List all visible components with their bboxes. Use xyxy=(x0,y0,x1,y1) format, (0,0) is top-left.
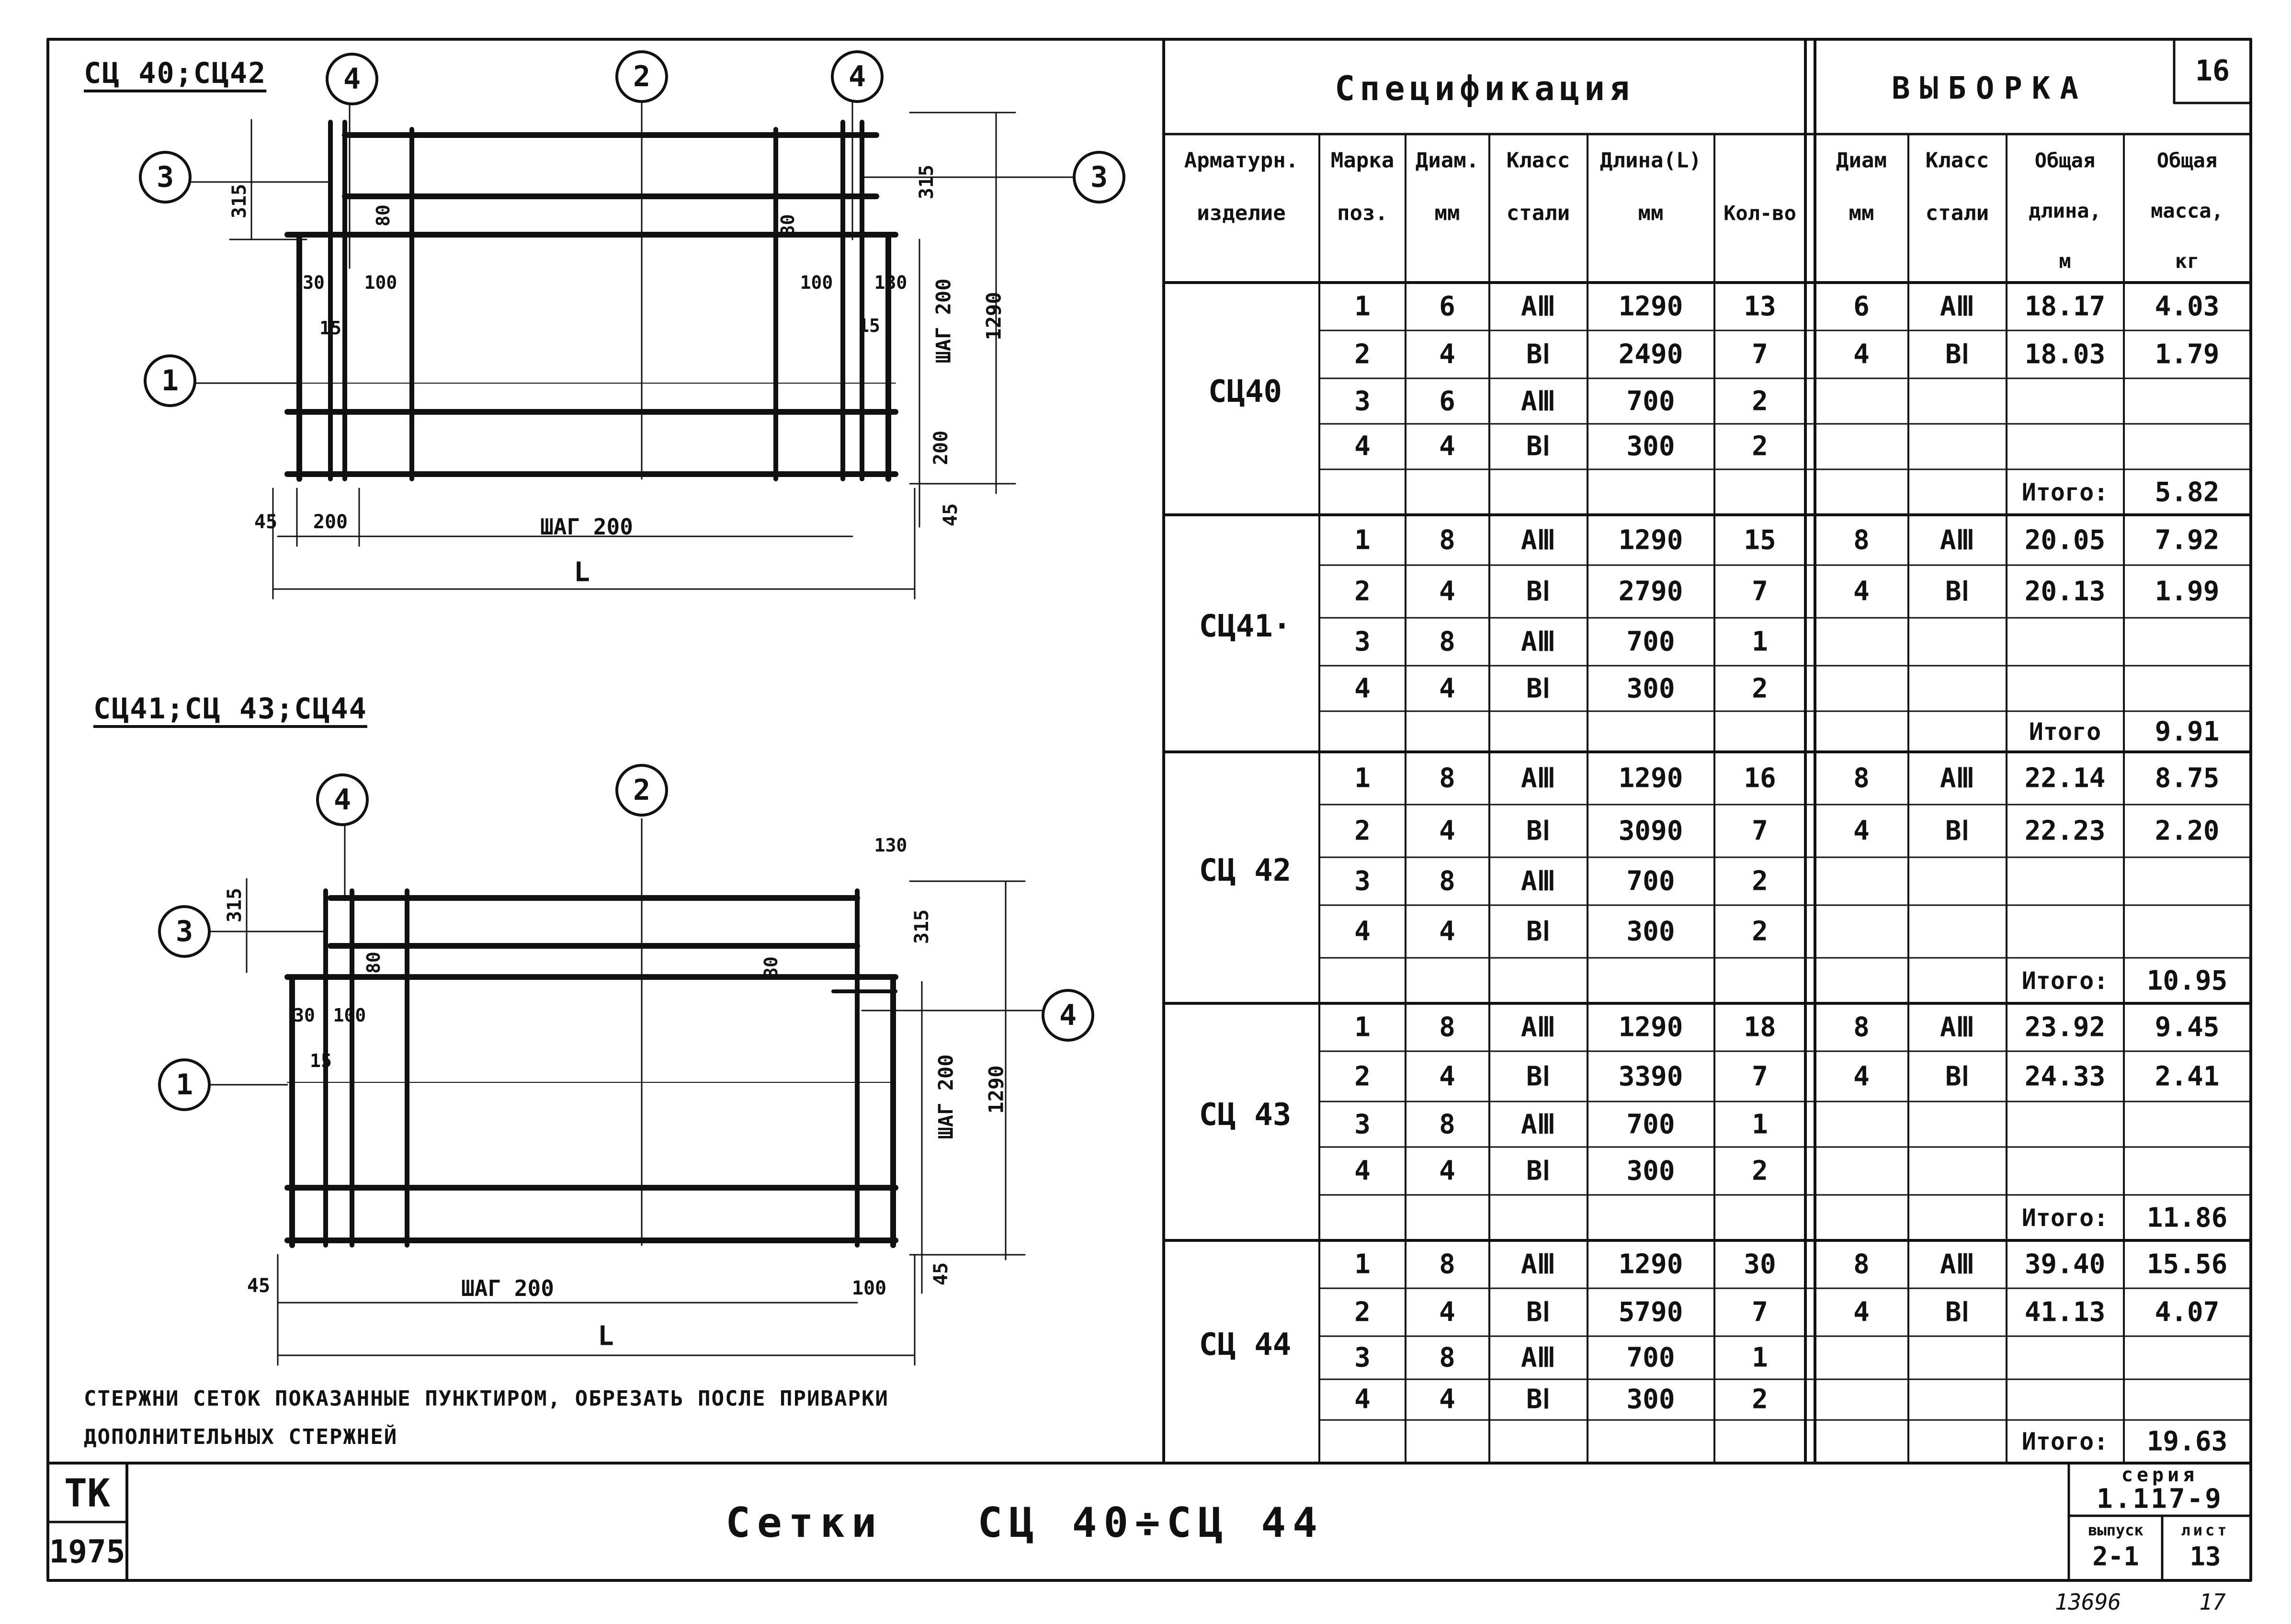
cell-qty: 15 xyxy=(1744,524,1776,556)
cell-s-len: 39.40 xyxy=(2024,1249,2106,1280)
dim-45-right: 45 xyxy=(940,503,962,527)
cell-s-diam: 6 xyxy=(1853,291,1870,322)
cell-diam: 4 xyxy=(1439,1155,1455,1187)
cell-cls: ВⅠ xyxy=(1526,1296,1551,1328)
cell-len: 2490 xyxy=(1618,339,1683,370)
cell-qty: 2 xyxy=(1752,431,1768,462)
header-item-line-2: изделие xyxy=(1197,201,1286,226)
page-number: 16 xyxy=(2195,54,2230,88)
top-drawing-title: СЦ 40;СЦ42 xyxy=(84,57,267,90)
cell-s-mass: 15.56 xyxy=(2146,1249,2228,1280)
cell-s-cls: ВⅠ xyxy=(1945,339,1970,370)
header-sel-class-line-2: стали xyxy=(1925,201,1989,226)
dim-45-left: 45 xyxy=(254,511,278,533)
header-length-line-1: Длина(L) xyxy=(1600,148,1701,173)
header-sel-length-line-2: длина, xyxy=(2029,199,2101,223)
cell-s-len: 23.92 xyxy=(2024,1011,2106,1043)
bottom-mesh xyxy=(192,819,1044,1365)
group-name: СЦ 43 xyxy=(1199,1097,1292,1133)
dim-15-left: 15 xyxy=(319,318,341,339)
cell-mark: 1 xyxy=(1354,1011,1371,1043)
cell-s-len: 41.13 xyxy=(2024,1296,2106,1328)
cell-qty: 1 xyxy=(1752,626,1768,658)
cell-cls: АⅢ xyxy=(1520,291,1556,322)
dim-80-bottom-right: 80 xyxy=(760,956,782,978)
dim-step-horizontal: ШАГ 200 xyxy=(540,514,633,540)
dim-315-bottom-right: 315 xyxy=(911,909,933,944)
cell-qty: 1 xyxy=(1752,1109,1768,1140)
dim-100-left: 100 xyxy=(364,272,397,293)
dim-45-bottom-right: 45 xyxy=(930,1262,952,1286)
dim-step-horizontal-bottom: ШАГ 200 xyxy=(461,1275,554,1301)
cell-diam: 8 xyxy=(1439,762,1455,794)
header-sel-length-line-1: Общая xyxy=(2034,148,2096,172)
cell-cls: ВⅠ xyxy=(1526,1155,1551,1187)
cell-diam: 8 xyxy=(1439,1342,1455,1374)
cell-s-cls: ВⅠ xyxy=(1945,1061,1970,1092)
cell-s-len: 22.14 xyxy=(2024,762,2106,794)
group-name: СЦ40 xyxy=(1208,374,1282,409)
cell-mark: 4 xyxy=(1354,431,1371,462)
group-name: СЦ 44 xyxy=(1199,1327,1292,1363)
cell-qty: 2 xyxy=(1752,916,1768,947)
cell-s-len: 18.03 xyxy=(2024,339,2106,370)
cell-len: 1290 xyxy=(1618,524,1683,556)
cell-qty: 13 xyxy=(1744,291,1776,322)
dim-30-bottom: 30 xyxy=(293,1005,315,1026)
cell-len: 3090 xyxy=(1618,815,1683,847)
cell-len: 300 xyxy=(1626,431,1675,462)
cell-s-diam: 4 xyxy=(1853,339,1870,370)
header-sel-length-line-3: м xyxy=(2059,249,2071,273)
cell-s-len: 20.13 xyxy=(2024,576,2106,607)
cell-s-diam: 4 xyxy=(1853,576,1870,607)
total-label: Итого: xyxy=(2021,1204,2109,1232)
cell-diam: 4 xyxy=(1439,576,1455,607)
cell-cls: АⅢ xyxy=(1520,524,1556,556)
cell-mark: 1 xyxy=(1354,1249,1371,1280)
cell-len: 300 xyxy=(1626,1384,1675,1415)
cell-len: 1290 xyxy=(1618,291,1683,322)
cell-s-mass: 7.92 xyxy=(2155,524,2220,556)
header-mark-line-1: Марка xyxy=(1330,148,1395,173)
cell-mark: 3 xyxy=(1354,626,1371,658)
cell-mark: 1 xyxy=(1354,524,1371,556)
cell-cls: АⅢ xyxy=(1520,865,1556,897)
cell-cls: ВⅠ xyxy=(1526,916,1551,947)
dim-15-right: 15 xyxy=(858,315,880,336)
dim-1290-top: 1290 xyxy=(982,292,1006,341)
cell-mark: 4 xyxy=(1354,1384,1371,1415)
total-value: 5.82 xyxy=(2155,477,2220,508)
cell-mark: 2 xyxy=(1354,815,1371,847)
cell-diam: 4 xyxy=(1439,1384,1455,1415)
total-value: 9.91 xyxy=(2155,716,2220,748)
cell-diam: 4 xyxy=(1439,431,1455,462)
cell-qty: 30 xyxy=(1744,1249,1776,1280)
dim-step-vertical-bottom: ШАГ 200 xyxy=(934,1054,958,1139)
dim-80-top-right: 80 xyxy=(777,214,798,236)
cell-s-mass: 1.99 xyxy=(2155,576,2220,607)
cell-qty: 2 xyxy=(1752,1384,1768,1415)
cell-mark: 4 xyxy=(1354,673,1371,704)
cell-s-cls: ВⅠ xyxy=(1945,815,1970,847)
cell-qty: 2 xyxy=(1752,386,1768,417)
cell-s-mass: 9.45 xyxy=(2155,1011,2220,1043)
marker-3-top-left: 3 xyxy=(139,151,192,204)
marker-4-top-left: 4 xyxy=(326,53,378,105)
cell-diam: 8 xyxy=(1439,1011,1455,1043)
cell-mark: 3 xyxy=(1354,1109,1371,1140)
dim-80-top-left: 80 xyxy=(373,204,394,227)
cell-diam: 6 xyxy=(1439,386,1455,417)
cell-len: 1290 xyxy=(1618,1011,1683,1043)
header-sel-mass-line-1: Общая xyxy=(2156,148,2218,172)
cell-s-diam: 4 xyxy=(1853,1296,1870,1328)
cell-cls: АⅢ xyxy=(1520,1342,1556,1374)
cell-qty: 16 xyxy=(1744,762,1776,794)
header-qty-line-1: Кол-во xyxy=(1724,201,1796,225)
cell-len: 5790 xyxy=(1618,1296,1683,1328)
issue-label: выпуск xyxy=(2088,1521,2144,1539)
dim-315-bottom-left: 315 xyxy=(224,887,246,923)
cell-s-diam: 8 xyxy=(1853,524,1870,556)
cell-qty: 7 xyxy=(1752,339,1768,370)
cell-s-mass: 4.03 xyxy=(2155,291,2220,322)
dim-200-horizontal: 200 xyxy=(313,511,348,533)
marker-1-top: 1 xyxy=(144,354,196,407)
cell-cls: АⅢ xyxy=(1520,762,1556,794)
cell-s-cls: АⅢ xyxy=(1939,1249,1975,1280)
cell-len: 1290 xyxy=(1618,1249,1683,1280)
logo-top: ТК xyxy=(64,1471,111,1516)
dim-100-right: 100 xyxy=(800,272,833,293)
dim-200-vertical: 200 xyxy=(930,430,952,466)
cell-diam: 4 xyxy=(1439,339,1455,370)
cell-len: 300 xyxy=(1626,673,1675,704)
marker-3-bottom: 3 xyxy=(158,905,211,958)
cell-cls: АⅢ xyxy=(1520,1109,1556,1140)
header-sel-diam-line-1: Диам xyxy=(1836,148,1887,173)
dim-step-vertical: ШАГ 200 xyxy=(931,278,955,363)
sheet-value: 13 xyxy=(2189,1541,2221,1572)
cell-cls: АⅢ xyxy=(1520,1011,1556,1043)
cell-diam: 4 xyxy=(1439,1061,1455,1092)
cell-qty: 2 xyxy=(1752,1155,1768,1187)
cell-qty: 2 xyxy=(1752,673,1768,704)
header-sel-diam-line-2: мм xyxy=(1849,201,1874,226)
header-sel-mass-line-3: кг xyxy=(2175,249,2200,273)
marker-4-bottom-top: 4 xyxy=(316,773,369,826)
footer-right-number: 17 xyxy=(2199,1589,2226,1615)
cell-len: 1290 xyxy=(1618,762,1683,794)
header-diam-line-2: мм xyxy=(1434,201,1460,226)
cell-len: 700 xyxy=(1626,386,1675,417)
cell-s-diam: 8 xyxy=(1853,1249,1870,1280)
cell-diam: 8 xyxy=(1439,1249,1455,1280)
sheet-title: Сетки СЦ 40÷СЦ 44 xyxy=(726,1499,1324,1547)
cell-cls: АⅢ xyxy=(1520,386,1556,417)
header-class-line-2: стали xyxy=(1506,201,1570,226)
cell-mark: 1 xyxy=(1354,762,1371,794)
total-label: Итого: xyxy=(2021,967,2109,995)
cell-len: 700 xyxy=(1626,1109,1675,1140)
cell-mark: 4 xyxy=(1354,1155,1371,1187)
marker-2-bottom: 2 xyxy=(615,764,668,817)
logo-bottom: 1975 xyxy=(49,1533,125,1570)
cell-s-diam: 8 xyxy=(1853,1011,1870,1043)
cell-mark: 3 xyxy=(1354,865,1371,897)
spec-title: Спецификация xyxy=(1335,69,1634,108)
cell-mark: 2 xyxy=(1354,1296,1371,1328)
cell-s-cls: ВⅠ xyxy=(1945,576,1970,607)
cell-diam: 4 xyxy=(1439,673,1455,704)
dim-15-bottom: 15 xyxy=(310,1050,332,1071)
cell-mark: 3 xyxy=(1354,1342,1371,1374)
cell-s-mass: 8.75 xyxy=(2155,762,2220,794)
cell-s-len: 20.05 xyxy=(2024,524,2106,556)
header-mark-line-2: поз. xyxy=(1337,201,1388,226)
total-value: 19.63 xyxy=(2146,1426,2228,1457)
cell-mark: 4 xyxy=(1354,916,1371,947)
cell-s-mass: 1.79 xyxy=(2155,339,2220,370)
total-value: 10.95 xyxy=(2146,965,2228,997)
cell-cls: ВⅠ xyxy=(1526,576,1551,607)
cell-s-diam: 4 xyxy=(1853,1061,1870,1092)
cell-qty: 18 xyxy=(1744,1011,1776,1043)
cell-s-cls: ВⅠ xyxy=(1945,1296,1970,1328)
cell-cls: ВⅠ xyxy=(1526,673,1551,704)
cell-cls: ВⅠ xyxy=(1526,339,1551,370)
cell-len: 700 xyxy=(1626,1342,1675,1374)
cell-cls: АⅢ xyxy=(1520,626,1556,658)
dim-315-top-left: 315 xyxy=(228,183,250,219)
cell-len: 700 xyxy=(1626,865,1675,897)
cell-qty: 2 xyxy=(1752,865,1768,897)
group-name: СЦ 42 xyxy=(1199,852,1292,888)
cell-len: 3390 xyxy=(1618,1061,1683,1092)
total-value: 11.86 xyxy=(2146,1202,2228,1234)
note-line-1: СТЕРЖНИ СЕТОК ПОКАЗАННЫЕ ПУНКТИРОМ, ОБРЕЗАТЬ ПОСЛЕ ПРИВАРКИ xyxy=(84,1386,889,1411)
dim-L-bottom: L xyxy=(598,1320,614,1352)
cell-cls: АⅢ xyxy=(1520,1249,1556,1280)
cell-diam: 8 xyxy=(1439,1109,1455,1140)
footer-left-number: 13696 xyxy=(2054,1589,2121,1615)
total-label: Итого: xyxy=(2021,1428,2109,1455)
dim-1290-bottom: 1290 xyxy=(984,1065,1008,1114)
cell-s-mass: 2.20 xyxy=(2155,815,2220,847)
cell-qty: 7 xyxy=(1752,1296,1768,1328)
cell-s-cls: АⅢ xyxy=(1939,762,1975,794)
dim-L-top: L xyxy=(574,556,590,588)
cell-diam: 8 xyxy=(1439,524,1455,556)
cell-cls: ВⅠ xyxy=(1526,815,1551,847)
cell-s-len: 24.33 xyxy=(2024,1061,2106,1092)
total-label: Итого xyxy=(2029,718,2101,746)
dim-30: 30 xyxy=(303,272,325,293)
dim-100-bottom-right: 100 xyxy=(851,1277,887,1299)
cell-qty: 7 xyxy=(1752,1061,1768,1092)
cell-len: 300 xyxy=(1626,916,1675,947)
cell-len: 2790 xyxy=(1618,576,1683,607)
dim-100-bottom: 100 xyxy=(333,1005,366,1026)
cell-qty: 7 xyxy=(1752,815,1768,847)
sheet-label: лист xyxy=(2181,1521,2230,1539)
selection-title: ВЫБОРКА xyxy=(1892,71,2088,106)
row-lines xyxy=(1319,330,2251,1420)
cell-s-diam: 8 xyxy=(1853,762,1870,794)
cell-diam: 8 xyxy=(1439,865,1455,897)
marker-4-top-right: 4 xyxy=(831,50,884,103)
cell-mark: 2 xyxy=(1354,339,1371,370)
cell-diam: 6 xyxy=(1439,291,1455,322)
marker-2-top: 2 xyxy=(615,50,668,103)
cell-qty: 7 xyxy=(1752,576,1768,607)
dim-45-bottom-left: 45 xyxy=(247,1275,271,1297)
cell-diam: 4 xyxy=(1439,916,1455,947)
header-sel-class-line-1: Класс xyxy=(1925,148,1989,173)
dim-130-bottom: 130 xyxy=(874,835,907,856)
marker-4-bottom-right: 4 xyxy=(1042,989,1094,1042)
bottom-drawing-title: СЦ41;СЦ 43;СЦ44 xyxy=(93,692,367,726)
cell-s-cls: АⅢ xyxy=(1939,291,1975,322)
cell-s-len: 18.17 xyxy=(2024,291,2106,322)
cell-s-mass: 2.41 xyxy=(2155,1061,2220,1092)
series-label: серия xyxy=(2121,1464,2199,1486)
cell-mark: 2 xyxy=(1354,1061,1371,1092)
header-class-line-1: Класс xyxy=(1506,148,1570,173)
series-value: 1.117-9 xyxy=(2096,1483,2223,1515)
cell-diam: 4 xyxy=(1439,1296,1455,1328)
marker-3-top-right: 3 xyxy=(1073,151,1125,204)
marker-1-bottom: 1 xyxy=(158,1058,211,1111)
cell-cls: ВⅠ xyxy=(1526,1061,1551,1092)
cell-s-diam: 4 xyxy=(1853,815,1870,847)
header-diam-line-1: Диам. xyxy=(1415,148,1479,173)
cell-diam: 8 xyxy=(1439,626,1455,658)
total-label: Итого: xyxy=(2021,478,2109,506)
dim-315-top-right: 315 xyxy=(916,164,938,200)
dim-80-bottom-left: 80 xyxy=(363,952,384,974)
issue-value: 2-1 xyxy=(2092,1541,2139,1572)
cell-len: 700 xyxy=(1626,626,1675,658)
cell-s-cls: АⅢ xyxy=(1939,1011,1975,1043)
header-item-line-1: Арматурн. xyxy=(1184,148,1299,173)
dim-130: 130 xyxy=(874,272,907,293)
group-name: СЦ41· xyxy=(1199,608,1292,644)
cell-cls: ВⅠ xyxy=(1526,1384,1551,1415)
header-length-line-2: мм xyxy=(1638,201,1664,226)
note-line-2: ДОПОЛНИТЕЛЬНЫХ СТЕРЖНЕЙ xyxy=(84,1425,398,1449)
cell-s-len: 22.23 xyxy=(2024,815,2106,847)
cell-mark: 3 xyxy=(1354,386,1371,417)
group-lines xyxy=(1164,515,2251,1240)
cell-s-mass: 4.07 xyxy=(2155,1296,2220,1328)
cell-cls: ВⅠ xyxy=(1526,431,1551,462)
header-sel-mass-line-2: масса, xyxy=(2151,199,2223,223)
cell-mark: 2 xyxy=(1354,576,1371,607)
cell-s-cls: АⅢ xyxy=(1939,524,1975,556)
cell-diam: 4 xyxy=(1439,815,1455,847)
cell-qty: 1 xyxy=(1752,1342,1768,1374)
cell-mark: 1 xyxy=(1354,291,1371,322)
cell-len: 300 xyxy=(1626,1155,1675,1187)
